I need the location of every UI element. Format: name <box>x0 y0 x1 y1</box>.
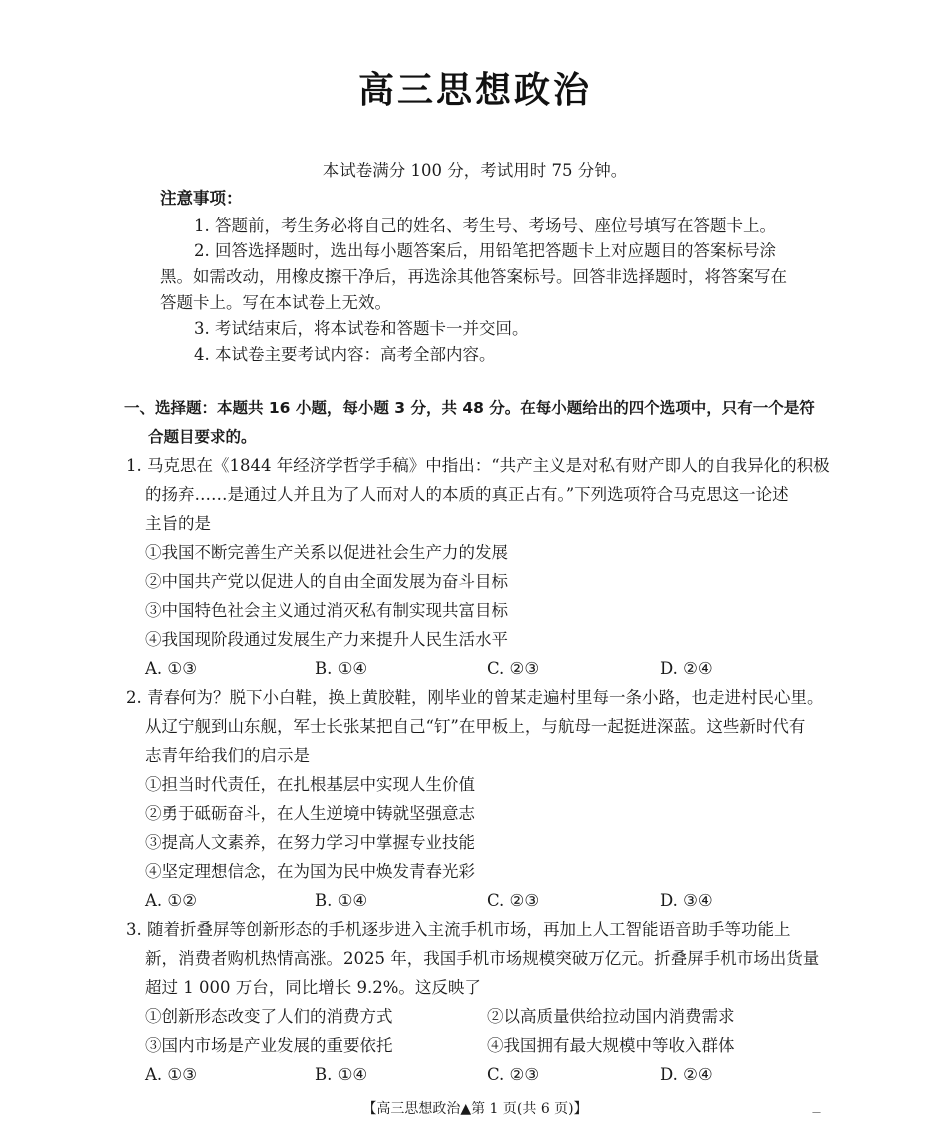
answer-choice-a: A. ①② <box>145 891 197 910</box>
notice-item-2-line-3: 答题卡上。写在本试卷上无效。 <box>160 293 391 312</box>
section-heading-line-2: 合题目要求的。 <box>148 428 257 446</box>
page-footer: 【高三思想政治▲第 1 页(共 6 页)】 <box>362 1101 588 1117</box>
notice-item-1: 1. 答题前，考生务必将自己的姓名、考生号、考场号、座位号填写在答题卡上。 <box>194 216 776 235</box>
statement-option: ③中国特色社会主义通过消灭私有制实现共富目标 <box>145 601 508 620</box>
statement-option: ①担当时代责任，在扎根基层中实现人生价值 <box>145 775 475 794</box>
question-stem-line: 2. 青春何为？脱下小白鞋，换上黄胶鞋，刚毕业的曾某走遍村里每一条小路，也走进村民心里。 <box>126 688 824 707</box>
answer-choice-d: D. ②④ <box>660 659 713 678</box>
question-stem-line: 3. 随着折叠屏等创新形态的手机逐步进入主流手机市场，再加上人工智能语音助手等功能上 <box>126 920 791 939</box>
answer-choice-c: C. ②③ <box>487 1065 540 1084</box>
corner-mark: — <box>812 1108 821 1118</box>
answer-choice-b: B. ①④ <box>315 1065 368 1084</box>
statement-option: ②中国共产党以促进人的自由全面发展为奋斗目标 <box>145 572 508 591</box>
statement-option: ③国内市场是产业发展的重要依托 <box>145 1036 393 1055</box>
question-stem-line: 1. 马克思在《1844 年经济学哲学手稿》中指出：“共产主义是对私有财产即人的自我异化的积极 <box>126 456 830 475</box>
question-stem-line: 超过 1 000 万台，同比增长 9.2%。这反映了 <box>145 978 481 997</box>
page-title: 高三思想政治 <box>357 70 592 111</box>
statement-option: ④坚定理想信念，在为国为民中焕发青春光彩 <box>145 862 475 881</box>
exam-info: 本试卷满分 100 分，考试用时 75 分钟。 <box>322 161 628 180</box>
answer-choice-d: D. ②④ <box>660 1065 713 1084</box>
notice-item-4: 4. 本试卷主要考试内容：高考全部内容。 <box>194 345 496 364</box>
statement-option: ④我国拥有最大规模中等收入群体 <box>487 1036 735 1055</box>
answer-choice-c: C. ②③ <box>487 659 540 678</box>
statement-option: ①创新形态改变了人们的消费方式 <box>145 1007 393 1026</box>
statement-option: ④我国现阶段通过发展生产力来提升人民生活水平 <box>145 630 508 649</box>
question-stem-line: 新，消费者购机热情高涨。2025 年，我国手机市场规模突破万亿元。折叠屏手机市场出货量 <box>145 949 820 968</box>
answer-choice-d: D. ③④ <box>660 891 713 910</box>
question-stem-line: 志青年给我们的启示是 <box>145 746 310 765</box>
answer-choice-a: A. ①③ <box>145 1065 197 1084</box>
notice-item-2-line-1: 2. 回答选择题时，选出每小题答案后，用铅笔把答题卡上对应题目的答案标号涂 <box>194 241 776 260</box>
statement-option: ②勇于砥砺奋斗，在人生逆境中铸就坚强意志 <box>145 804 475 823</box>
notice-item-3: 3. 考试结束后，将本试卷和答题卡一并交回。 <box>194 319 529 338</box>
notice-heading: 注意事项： <box>160 189 243 208</box>
statement-option: ③提高人文素养，在努力学习中掌握专业技能 <box>145 833 475 852</box>
statement-option: ①我国不断完善生产关系以促进社会生产力的发展 <box>145 543 508 562</box>
answer-choice-a: A. ①③ <box>145 659 197 678</box>
question-stem-line: 从辽宁舰到山东舰，军士长张某把自己“钉”在甲板上，与航母一起挺进深蓝。这些新时代有 <box>145 717 806 736</box>
answer-choice-b: B. ①④ <box>315 659 368 678</box>
question-stem-line: 主旨的是 <box>145 514 211 533</box>
answer-choice-b: B. ①④ <box>315 891 368 910</box>
statement-option: ②以高质量供给拉动国内消费需求 <box>487 1007 735 1026</box>
section-heading-line-1: 一、选择题：本题共 16 小题，每小题 3 分，共 48 分。在每小题给出的四个选项中，只有一个是符 <box>124 399 815 417</box>
notice-item-2-line-2: 黑。如需改动，用橡皮擦干净后，再选涂其他答案标号。回答非选择题时，将答案写在 <box>160 267 787 286</box>
answer-choice-c: C. ②③ <box>487 891 540 910</box>
question-stem-line: 的扬弃……是通过人并且为了人而对人的本质的真正占有。”下列选项符合马克思这一论述 <box>145 485 789 504</box>
